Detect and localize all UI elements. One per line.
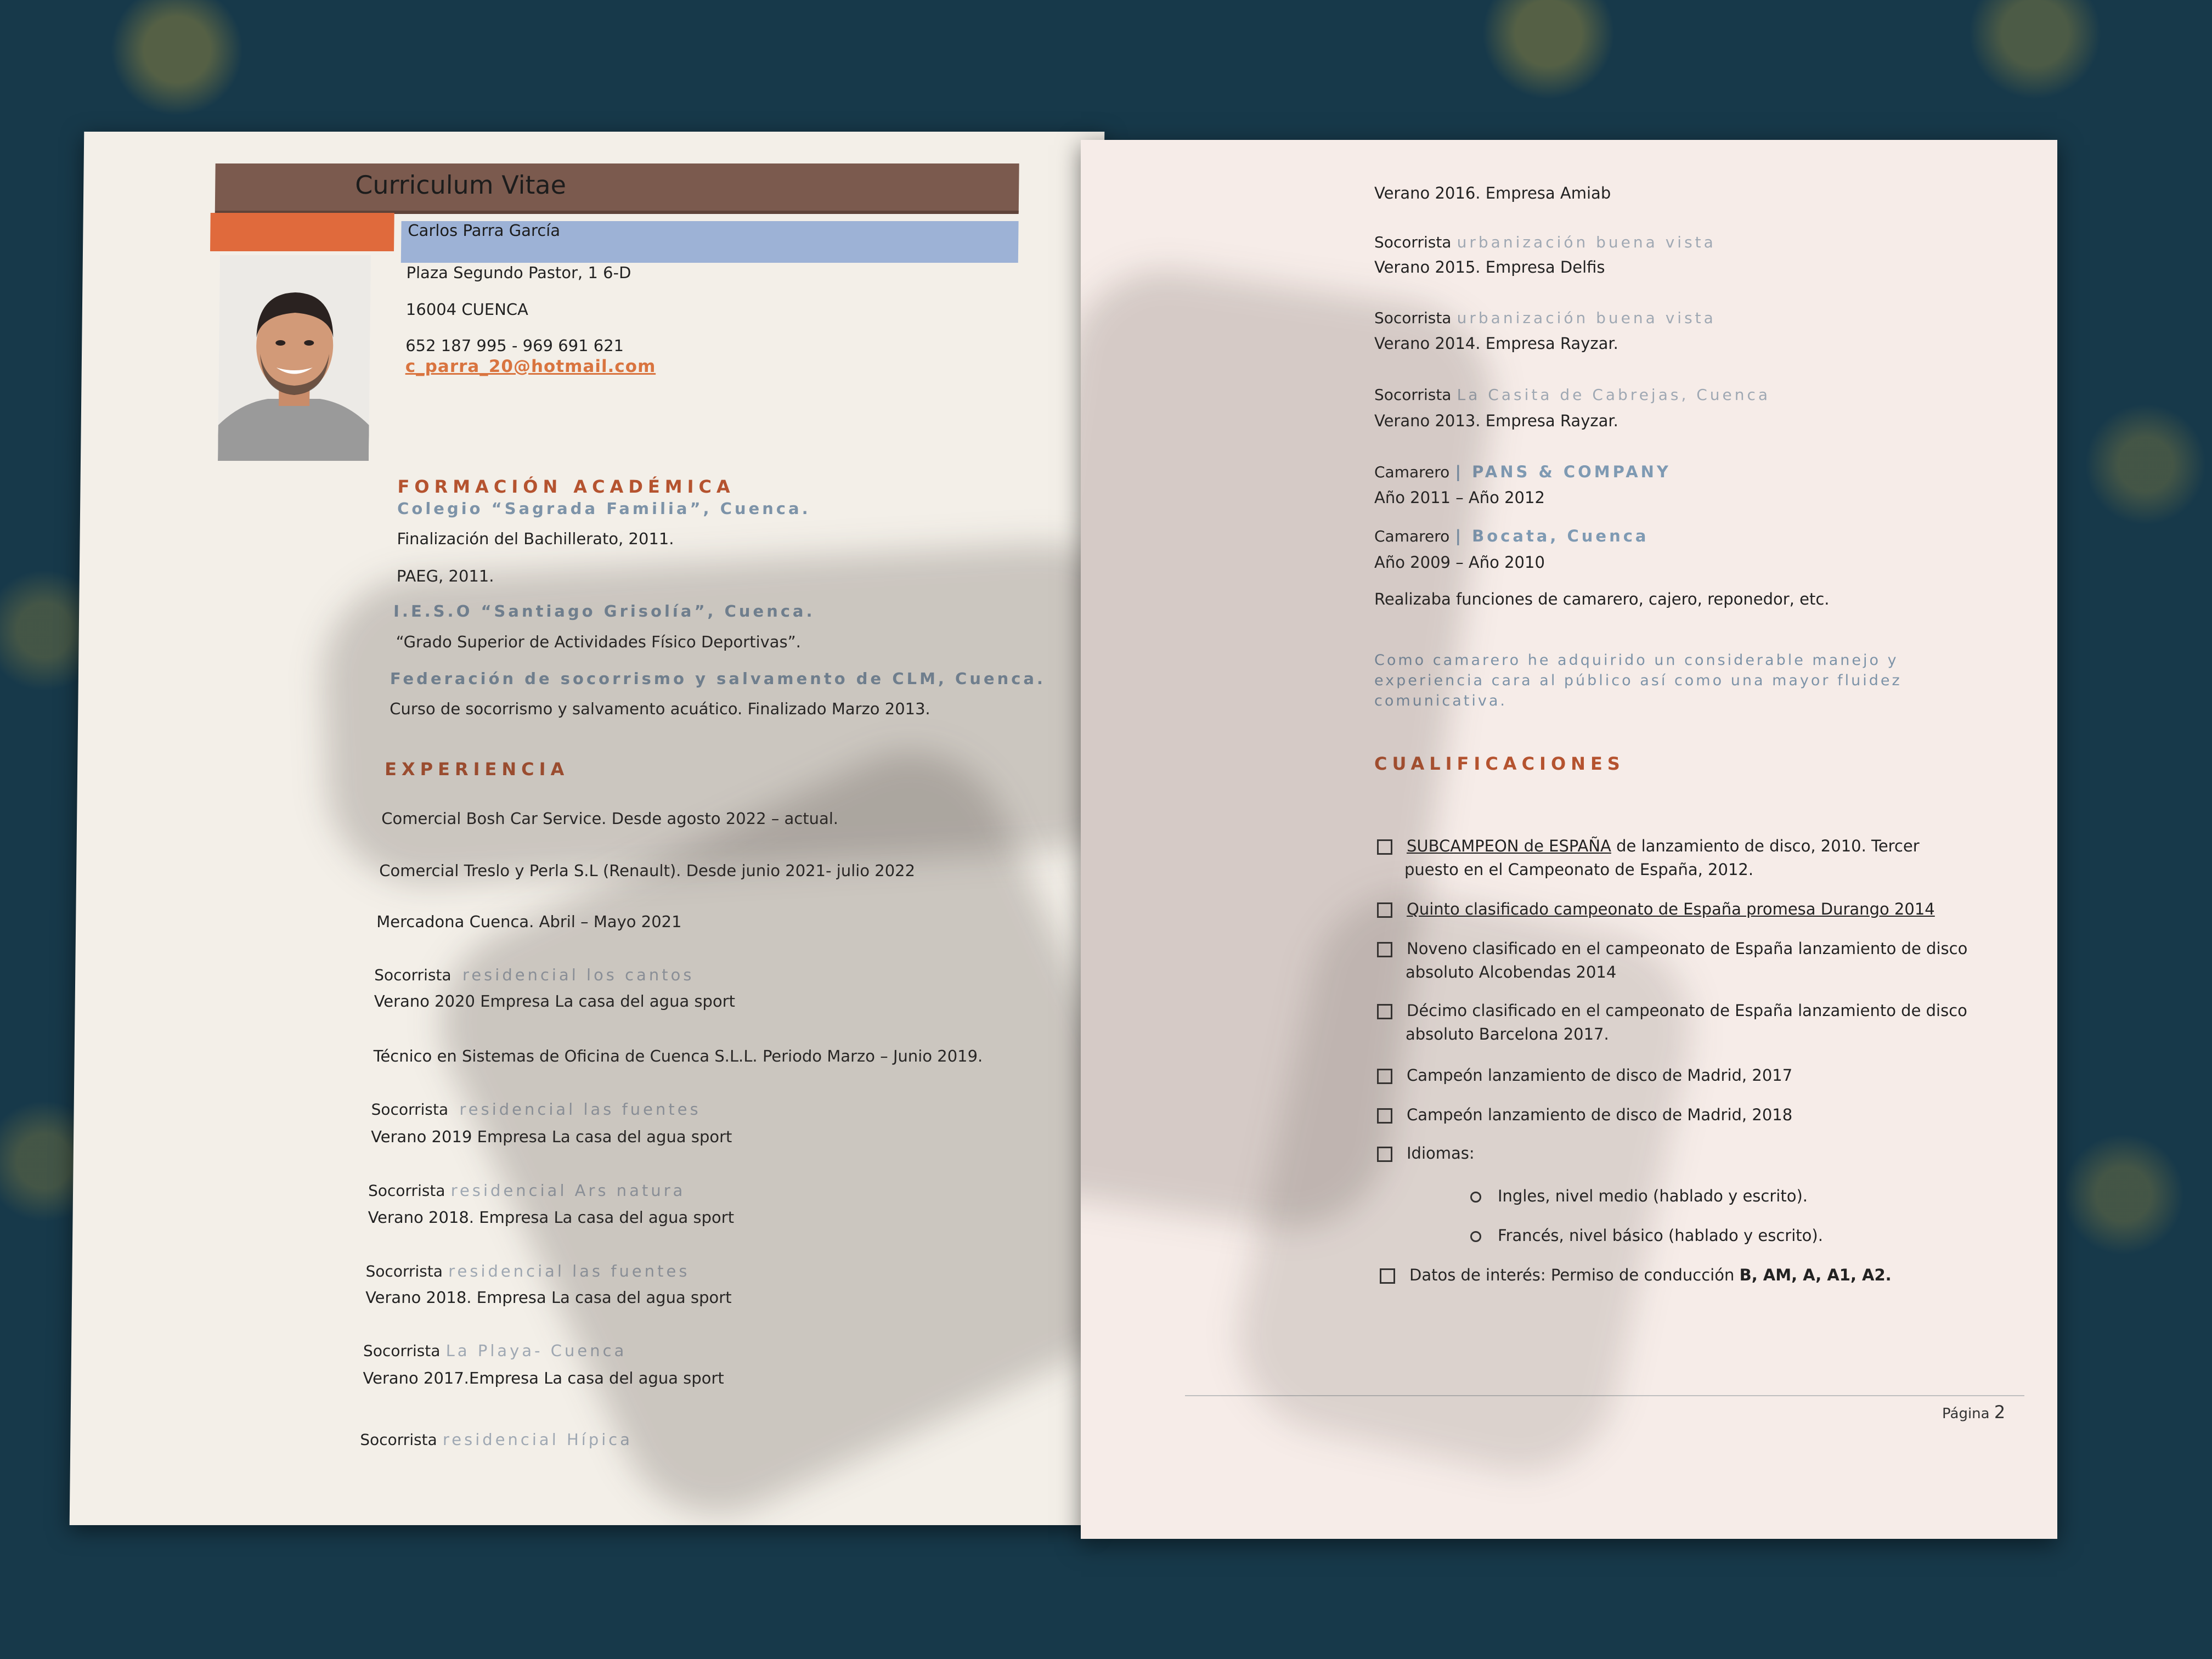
experience-role: Socorrista xyxy=(371,1101,449,1119)
formacion-line: Finalización del Bachillerato, 2011. xyxy=(397,529,674,548)
experience-item xyxy=(374,966,695,984)
experience-role: Socorrista xyxy=(1374,233,1452,251)
experience-detail: Verano 2018. Empresa La casa del agua sport xyxy=(368,1208,735,1227)
license-classes: B, AM, A, A1, A2. xyxy=(1739,1266,1892,1284)
experience-detail: Año 2011 – Año 2012 xyxy=(1374,488,1545,507)
checkbox-icon xyxy=(1377,942,1392,957)
experience-role: Camarero xyxy=(1374,527,1450,545)
experience-item xyxy=(363,1341,627,1360)
experience-detail: Verano 2014. Empresa Rayzar. xyxy=(1374,334,1618,353)
qualification-text: Décimo clasificado en el campeonato de España lanzamiento de disco xyxy=(1407,1001,1967,1020)
qualification-lead: Quinto clasificado campeonato de España promesa Durango 2014 xyxy=(1407,900,1935,918)
qualification-item xyxy=(1377,939,1967,958)
cv-title: Curriculum Vitae xyxy=(355,170,567,200)
page-num: 2 xyxy=(1994,1402,2006,1423)
cv-page-2 xyxy=(1081,140,2057,1539)
qualification-item xyxy=(1377,1066,1792,1085)
profile-photo xyxy=(218,255,371,461)
address: Plaza Segundo Pastor, 1 6-D xyxy=(406,263,631,282)
language-item xyxy=(1470,1187,1808,1205)
experience-role: Socorrista xyxy=(363,1342,441,1360)
checkbox-icon xyxy=(1377,1069,1392,1084)
qualification-item xyxy=(1377,1105,1792,1124)
page-label: Página xyxy=(1942,1406,1990,1422)
experience-role: Socorrista xyxy=(1374,309,1452,327)
hand-shadow xyxy=(409,719,1105,1525)
experience-role: Camarero xyxy=(1374,463,1450,481)
checkbox-icon xyxy=(1377,902,1392,918)
checkbox-icon xyxy=(1377,1004,1392,1019)
language-text: Francés, nivel básico (hablado y escrito). xyxy=(1498,1226,1823,1245)
language-text: Ingles, nivel medio (hablado y escrito). xyxy=(1498,1187,1808,1205)
title-bar xyxy=(215,163,1019,214)
note-paragraph xyxy=(1374,650,1902,711)
note-line: experiencia cara al público así como una mayor fluidez xyxy=(1374,672,1902,689)
formacion-line: Curso de socorrismo y salvamento acuático. Finalizado Marzo 2013. xyxy=(390,699,930,718)
section-cualificaciones-heading: CUALIFICACIONES xyxy=(1374,753,1625,774)
formacion-org-1: Colegio “Sagrada Familia”, Cuenca. xyxy=(397,499,811,518)
phones: 652 187 995 - 969 691 621 xyxy=(405,336,624,355)
note-line: Como camarero he adquirido un considerable manejo y xyxy=(1374,652,1899,669)
qualification-item xyxy=(1380,1266,1892,1284)
experience-role: Socorrista xyxy=(360,1431,437,1449)
qualification-item xyxy=(1377,837,1920,855)
checkbox-icon xyxy=(1377,1147,1392,1162)
formacion-org-3: Federación de socorrismo y salvamento de CLM, Cuenca. xyxy=(390,669,1046,688)
bullet-circle-icon xyxy=(1470,1231,1481,1242)
experience-item xyxy=(365,1262,690,1280)
qualification-line2: absoluto Barcelona 2017. xyxy=(1406,1025,1609,1043)
formacion-line: “Grado Superior de Actividades Físico Deportivas”. xyxy=(396,633,802,651)
qualification-text: Campeón lanzamiento de disco de Madrid, 2017 xyxy=(1407,1066,1793,1085)
experience-item xyxy=(371,1100,701,1119)
qualification-text: de lanzamiento de disco, 2010. Tercer xyxy=(1611,837,1920,855)
qualification-item xyxy=(1377,1001,1967,1020)
experience-role: Socorrista xyxy=(374,966,452,984)
datos-text: Datos de interés: Permiso de conducción xyxy=(1409,1266,1740,1284)
experience-item xyxy=(1374,309,1716,327)
qualification-lead: SUBCAMPEON de ESPAÑA xyxy=(1407,837,1611,855)
qualification-text: Idiomas: xyxy=(1407,1144,1475,1163)
section-experiencia-heading: EXPERIENCIA xyxy=(384,759,569,780)
email-link[interactable]: c_parra_20@hotmail.com xyxy=(405,357,656,376)
experience-item: Mercadona Cuenca. Abril – Mayo 2021 xyxy=(376,912,682,931)
checkbox-icon xyxy=(1377,839,1392,855)
experience-item xyxy=(368,1181,686,1200)
orange-block xyxy=(210,213,394,251)
experience-role: Socorrista xyxy=(368,1182,445,1200)
qualification-line2: puesto en el Campeonato de España, 2012. xyxy=(1404,860,1754,879)
experience-detail: Verano 2016. Empresa Amiab xyxy=(1374,184,1611,202)
language-item xyxy=(1470,1226,1823,1245)
experience-detail: Verano 2017.Empresa La casa del agua sport xyxy=(363,1369,724,1387)
experience-place: | Bocata, Cuenca xyxy=(1455,527,1649,545)
experience-place: residencial las fuentes xyxy=(459,1100,701,1119)
experience-place: La Casita de Cabrejas, Cuenca xyxy=(1457,386,1771,404)
experience-item xyxy=(1374,527,1649,545)
experience-item: Técnico en Sistemas de Oficina de Cuenca S.L.L. Periodo Marzo – Junio 2019. xyxy=(373,1047,983,1065)
cv-page-1 xyxy=(70,132,1105,1525)
experience-role: Socorrista xyxy=(1374,386,1452,404)
experience-detail: Verano 2018. Empresa La casa del agua sport xyxy=(365,1288,732,1307)
note-line: comunicativa. xyxy=(1374,692,1507,709)
qualification-item xyxy=(1377,1144,1475,1163)
experience-place: residencial Ars natura xyxy=(450,1181,686,1200)
experience-place: residencial Hípica xyxy=(442,1430,633,1449)
experience-item xyxy=(1374,386,1770,404)
experience-place: urbanización buena vista xyxy=(1457,309,1716,327)
experience-place: residencial las fuentes xyxy=(448,1262,690,1280)
section-formacion-heading: FORMACIÓN ACADÉMICA xyxy=(397,476,735,497)
experience-detail: Verano 2013. Empresa Rayzar. xyxy=(1374,411,1618,430)
experience-place: urbanización buena vista xyxy=(1457,233,1716,251)
qualification-item xyxy=(1377,900,1935,918)
experience-role: Socorrista xyxy=(365,1262,443,1280)
experience-place: | PANS & COMPANY xyxy=(1455,462,1671,481)
experience-detail: Año 2009 – Año 2010 xyxy=(1374,553,1545,572)
qualification-line2: absoluto Alcobendas 2014 xyxy=(1406,963,1617,981)
city: 16004 CUENCA xyxy=(405,300,529,319)
experience-detail: Verano 2015. Empresa Delfis xyxy=(1374,258,1605,276)
hand-shadow xyxy=(1081,257,1506,1240)
bullet-circle-icon xyxy=(1470,1192,1481,1203)
duties-text: Realizaba funciones de camarero, cajero, reponedor, etc. xyxy=(1374,590,1830,608)
page-number xyxy=(1942,1402,2005,1423)
formacion-org-2: I.E.S.O “Santiago Grisolía”, Cuenca. xyxy=(393,602,815,620)
experience-place: residencial los cantos xyxy=(462,966,695,984)
experience-place: La Playa- Cuenca xyxy=(445,1341,627,1360)
candidate-name: Carlos Parra García xyxy=(408,221,561,240)
experience-detail: Verano 2019 Empresa La casa del agua sport xyxy=(370,1127,732,1146)
checkbox-icon xyxy=(1380,1268,1395,1284)
formacion-line: PAEG, 2011. xyxy=(396,567,494,585)
experience-item xyxy=(1374,233,1716,251)
experience-item xyxy=(1374,462,1671,481)
footer-rule xyxy=(1185,1395,2024,1396)
experience-item: Comercial Treslo y Perla S.L (Renault). Desde junio 2021- julio 2022 xyxy=(379,861,916,880)
experience-item: Comercial Bosh Car Service. Desde agosto 2022 – actual. xyxy=(381,809,839,828)
experience-item xyxy=(360,1430,633,1449)
checkbox-icon xyxy=(1377,1108,1392,1124)
qualification-text: Campeón lanzamiento de disco de Madrid, 2018 xyxy=(1407,1105,1793,1124)
qualification-text: Noveno clasificado en el campeonato de España lanzamiento de disco xyxy=(1407,939,1968,958)
experience-detail: Verano 2020 Empresa La casa del agua sport xyxy=(374,992,736,1011)
